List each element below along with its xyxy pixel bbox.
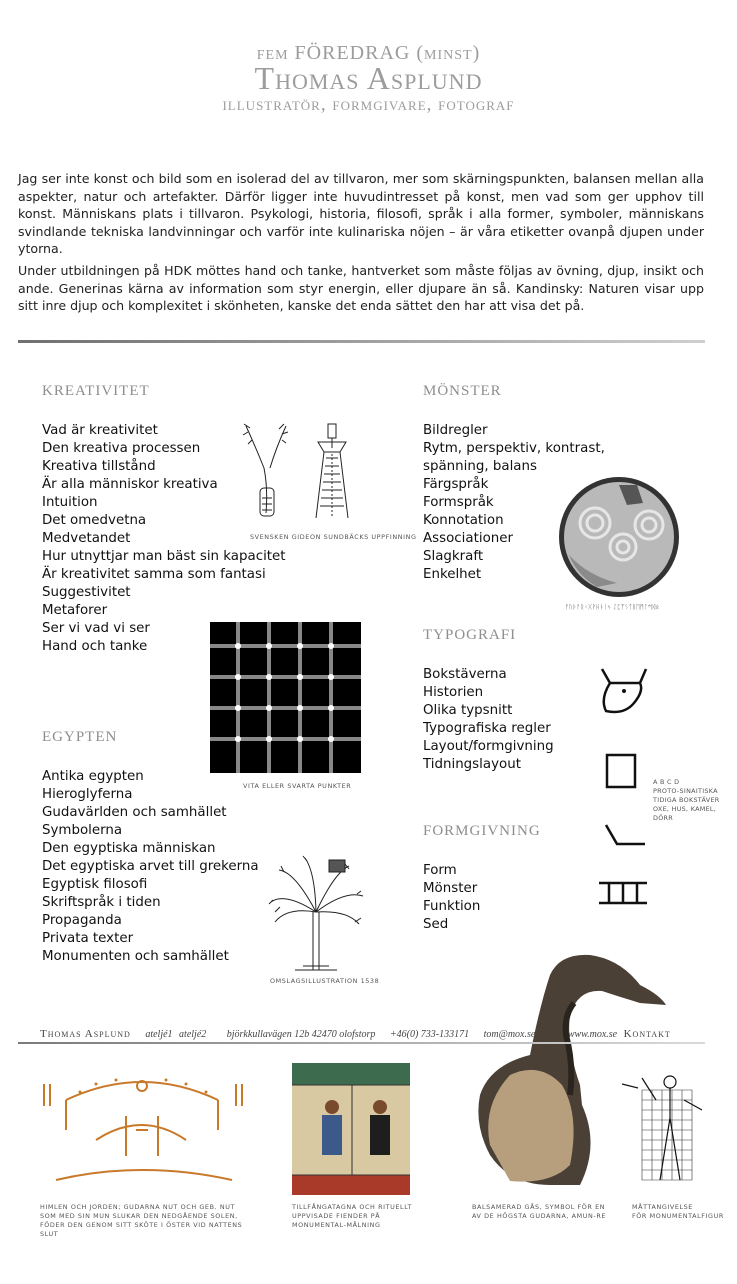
formgivning-topic-item: Funktion bbox=[423, 899, 481, 914]
section-title-typografi: typografi bbox=[423, 619, 517, 644]
kreativitet-topic-item: Den kreativa processen bbox=[42, 441, 201, 456]
footer-divider bbox=[18, 1042, 705, 1044]
zipper-caption: SVENSKEN GIDEON SUNDBÄCKS UPPFINNING bbox=[250, 533, 417, 541]
section-title-egypten: egypten bbox=[42, 721, 118, 746]
kreativitet-topic-item: Kreativa tillstånd bbox=[42, 459, 156, 474]
typografi-topic-item: Bokstäverna bbox=[423, 667, 507, 682]
egypten-topic-item: Propaganda bbox=[42, 913, 122, 928]
egypten-topic-item: Symbolerna bbox=[42, 823, 123, 838]
contact-link[interactable]: Kontakt bbox=[623, 1028, 671, 1040]
typografi-topic-item: Olika typsnitt bbox=[423, 703, 513, 718]
intro-paragraph-2: Under utbildningen på HDK möttes hand och tanke, hantverket som måste följas av övning, djup, insikt och ande. Generinas kärna av information som styr energin, eller djupare än så. Kandinsky: Naturen visar upp sitt inre djup och komplexitet i skönheten, kanske det enda sättet den har att visa det på. bbox=[18, 263, 704, 314]
egypten-topic-item: Monumenten och samhället bbox=[42, 949, 229, 964]
formgivning-topic-item: Form bbox=[423, 863, 457, 878]
egypten-topic-item: Gudavärlden och samhället bbox=[42, 805, 227, 820]
egypten-topic-item: Den egyptiska människan bbox=[42, 841, 216, 856]
captives-painting-image bbox=[292, 1063, 410, 1195]
grid-figure-image bbox=[612, 1070, 712, 1188]
section-title-formgivning: formgivning bbox=[423, 815, 541, 840]
egypten-topic-item: Det egyptiska arvet till grekerna bbox=[42, 859, 259, 874]
monster-topic-item: Bildregler bbox=[423, 423, 488, 438]
kreativitet-topic-item: Hur utnyttjar man bäst sin kapacitet bbox=[42, 549, 286, 564]
grid-illusion bbox=[210, 622, 361, 773]
seal-caption: ᚠᚢᚦᚨᚱᚲᚷᚹᚺᚾᛁᛃ ᛇᛈᛉᛊᛏᛒᛖᛗᛚᛜᛞᛟ bbox=[565, 603, 660, 611]
monster-topic-item: Associationer bbox=[423, 531, 513, 546]
grid-caption: VITA ELLER SVARTA PUNKTER bbox=[243, 782, 352, 790]
typografi-topic-item: Layout/formgivning bbox=[423, 739, 554, 754]
formgivning-list bbox=[423, 862, 480, 934]
section-title-monster: mönster bbox=[423, 375, 502, 400]
kreativitet-topic-item: Vad är kreativitet bbox=[42, 423, 158, 438]
letter-door-glyph bbox=[597, 878, 649, 908]
monster-topic-item: Färgspråk bbox=[423, 477, 489, 492]
egypten-topic-item: Antika egypten bbox=[42, 769, 144, 784]
monster-topic-item: spänning, balans bbox=[423, 459, 537, 474]
captives-caption: TILLFÅNGATAGNA OCH RITUELLT UPPVISADE FIENDER PÅ MONUMENTAL-MÅLNING bbox=[292, 1203, 412, 1229]
section-title-kreativitet: kreativitet bbox=[42, 375, 150, 400]
seal-image bbox=[557, 475, 681, 599]
footer-contact-bar bbox=[40, 1028, 683, 1040]
egypten-topic-item: Privata texter bbox=[42, 931, 134, 946]
egypten-list bbox=[42, 768, 259, 966]
egypten-topic-item: Skriftspråk i tiden bbox=[42, 895, 161, 910]
typografi-list bbox=[423, 666, 554, 774]
footer-address: björkkullavägen 12b 42470 olofstorp bbox=[226, 1029, 376, 1040]
section-divider bbox=[18, 340, 705, 343]
kreativitet-topic-item: Är alla människor kreativa bbox=[42, 477, 218, 492]
footer-name: Thomas Asplund bbox=[40, 1028, 131, 1040]
formgivning-topic-item: Sed bbox=[423, 917, 449, 932]
tree-caption: OMSLAGSILLUSTRATION 1538 bbox=[270, 977, 380, 985]
egypten-topic-item: Hieroglyferna bbox=[42, 787, 133, 802]
letter-house-glyph bbox=[604, 752, 638, 790]
monster-topic-item: Slagkraft bbox=[423, 549, 484, 564]
intro-paragraph-1: Jag ser inte konst och bild som en isolerad del av tillvaron, mer som skärningspunkten, balansen mellan alla aspekter, natur och artefakter. Därför ligger inte huvudintresset på konst, men vad som ger upphov till konst. Människans plats i tillvaron. Psykologi, historia, filosofi, språk i alla former, symboler, människans svindlande tekniska landvinningar och varför inte kulinariska nöjen – är våra etiketter ovanpå djupen under ytorna. bbox=[18, 171, 704, 257]
sky-goddess-image bbox=[36, 1070, 248, 1194]
letter-camel-glyph bbox=[603, 822, 647, 848]
monster-topic-item: Konnotation bbox=[423, 513, 504, 528]
egypten-topic-item: Egyptisk filosofi bbox=[42, 877, 148, 892]
monster-topic-item: Rytm, perspektiv, kontrast, bbox=[423, 441, 605, 456]
goose-caption: BALSAMERAD GÅS, SYMBOL FÖR EN AV DE HÖGSTA GUDARNA, AMUN-RE bbox=[472, 1203, 607, 1220]
tree-illustration bbox=[265, 852, 367, 974]
kreativitet-topic-item: Medvetandet bbox=[42, 531, 131, 546]
zipper-illustration bbox=[236, 418, 386, 528]
header-role: illustratör, formgivare, fotograf bbox=[222, 94, 515, 115]
grid-figure-caption: MÅTTANGIVELSE FÖR MONUMENTALFIGUR bbox=[632, 1203, 724, 1220]
sky-goddess-caption: HIMLEN OCH JORDEN; GUDARNA NUT OCH GEB. NUT SOM MED SIN MUN SLUKAR DEN NEDGÅENDE SOLEN, FÖDER DEN GENOM SITT SKÖTE I ÖSTER VID NATTENS SLUT bbox=[40, 1203, 243, 1238]
kreativitet-topic-item: Är kreativitet samma som fantasi bbox=[42, 567, 266, 582]
kreativitet-topic-item: Intuition bbox=[42, 495, 98, 510]
footer-email-link[interactable]: tom@mox.se bbox=[483, 1029, 536, 1040]
kreativitet-topic-item: Hand och tanke bbox=[42, 639, 148, 654]
formgivning-topic-item: Mönster bbox=[423, 881, 478, 896]
monster-topic-item: Enkelhet bbox=[423, 567, 482, 582]
footer-web-link[interactable]: www.mox.se bbox=[567, 1029, 618, 1040]
letter-ox-glyph bbox=[596, 665, 652, 715]
monster-topic-item: Formspråk bbox=[423, 495, 494, 510]
typografi-topic-item: Historien bbox=[423, 685, 484, 700]
footer-phone: +46(0) 733-133171 bbox=[389, 1029, 470, 1040]
letters-caption: A B C D PROTO-SINAITISKA TIDIGA BOKSTÄVER OXE, HUS, KAMEL, DÖRR bbox=[653, 778, 720, 822]
page-title: Thomas Asplund bbox=[254, 60, 483, 96]
typografi-topic-item: Tidningslayout bbox=[423, 757, 521, 772]
kreativitet-topic-item: Ser vi vad vi ser bbox=[42, 621, 150, 636]
kreativitet-topic-item: Suggestivitet bbox=[42, 585, 131, 600]
atelier1-link[interactable]: ateljé1 bbox=[145, 1029, 173, 1040]
atelier2-link[interactable]: ateljé2 bbox=[179, 1029, 207, 1040]
kreativitet-topic-item: Metaforer bbox=[42, 603, 108, 618]
kreativitet-topic-item: Det omedvetna bbox=[42, 513, 147, 528]
header-subtitle: fem FÖREDRAG (minst) bbox=[256, 42, 481, 64]
typografi-topic-item: Typografiska regler bbox=[423, 721, 551, 736]
